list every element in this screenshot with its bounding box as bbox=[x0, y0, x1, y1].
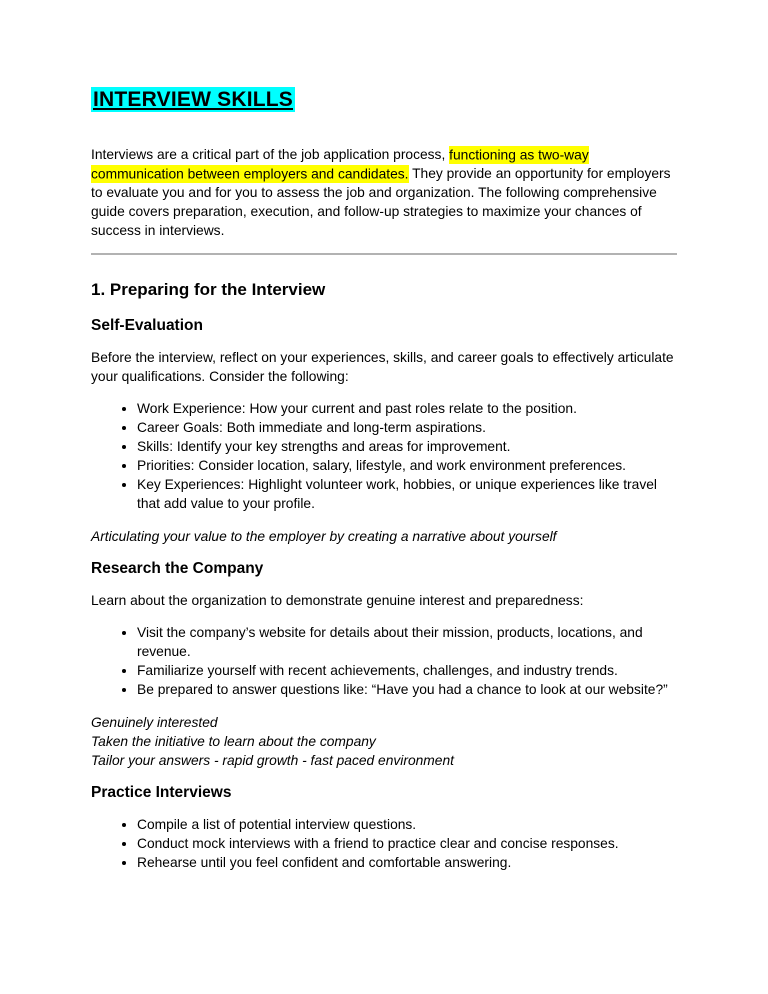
subheading-self-evaluation: Self-Evaluation bbox=[91, 317, 203, 334]
note-line: Genuinely interested bbox=[91, 715, 218, 730]
page-title bbox=[91, 87, 677, 112]
note-line: Tailor your answers - rapid growth - fast paced environment bbox=[91, 753, 454, 768]
self-evaluation-bullet-list bbox=[91, 399, 677, 513]
list-item: • Key Experiences: Highlight volunteer work, hobbies, or unique experiences like travel that add value to your profile. bbox=[137, 475, 677, 513]
list-item: • Visit the company’s website for details about their mission, products, locations, and revenue. bbox=[137, 623, 677, 661]
research-notes bbox=[91, 713, 677, 770]
self-evaluation-lead: Before the interview, reflect on your experiences, skills, and career goals to effectively articulate your qualifications. Consider the following: bbox=[91, 350, 674, 384]
list-item: • Skills: Identify your key strengths and areas for improvement. bbox=[137, 437, 677, 456]
list-item: • Priorities: Consider location, salary, lifestyle, and work environment preferences. bbox=[137, 456, 677, 475]
subheading-research-company: Research the Company bbox=[91, 560, 264, 577]
intro-paragraph bbox=[91, 145, 677, 240]
practice-bullet-list bbox=[91, 815, 677, 872]
list-item: • Rehearse until you feel confident and comfortable answering. bbox=[137, 853, 677, 872]
list-item: • Be prepared to answer questions like: “Have you had a chance to look at our website?” bbox=[137, 680, 677, 699]
self-evaluation-note: Articulating your value to the employer by creating a narrative about yourself bbox=[91, 529, 557, 544]
section-heading-preparing: 1. Preparing for the Interview bbox=[91, 280, 326, 299]
section-divider bbox=[91, 253, 677, 255]
yellow-highlight-text: functioning as two-way communication between employers and candidates. bbox=[91, 147, 589, 181]
subheading-practice-interviews: Practice Interviews bbox=[91, 784, 232, 801]
research-bullet-list bbox=[91, 623, 677, 699]
list-item: • Conduct mock interviews with a friend to practice clear and concise responses. bbox=[137, 834, 677, 853]
list-item: • Career Goals: Both immediate and long-term aspirations. bbox=[137, 418, 677, 437]
list-item: • Compile a list of potential interview questions. bbox=[137, 815, 677, 834]
research-lead: Learn about the organization to demonstrate genuine interest and preparedness: bbox=[91, 593, 584, 608]
intro-text-after: They provide an opportunity for employers to evaluate you and for you to assess the job and organization. The following comprehensive guide covers preparation, execution, and follow-up strategies to maximize your chances of success in interviews. bbox=[91, 166, 671, 238]
note-line: Taken the initiative to learn about the company bbox=[91, 734, 376, 749]
list-item: • Familiarize yourself with recent achievements, challenges, and industry trends. bbox=[137, 661, 677, 680]
list-item: • Work Experience: How your current and past roles relate to the position. bbox=[137, 399, 677, 418]
page-title-highlight: INTERVIEW SKILLS bbox=[93, 88, 293, 111]
intro-text-before: Interviews are a critical part of the job application process, bbox=[91, 147, 450, 162]
